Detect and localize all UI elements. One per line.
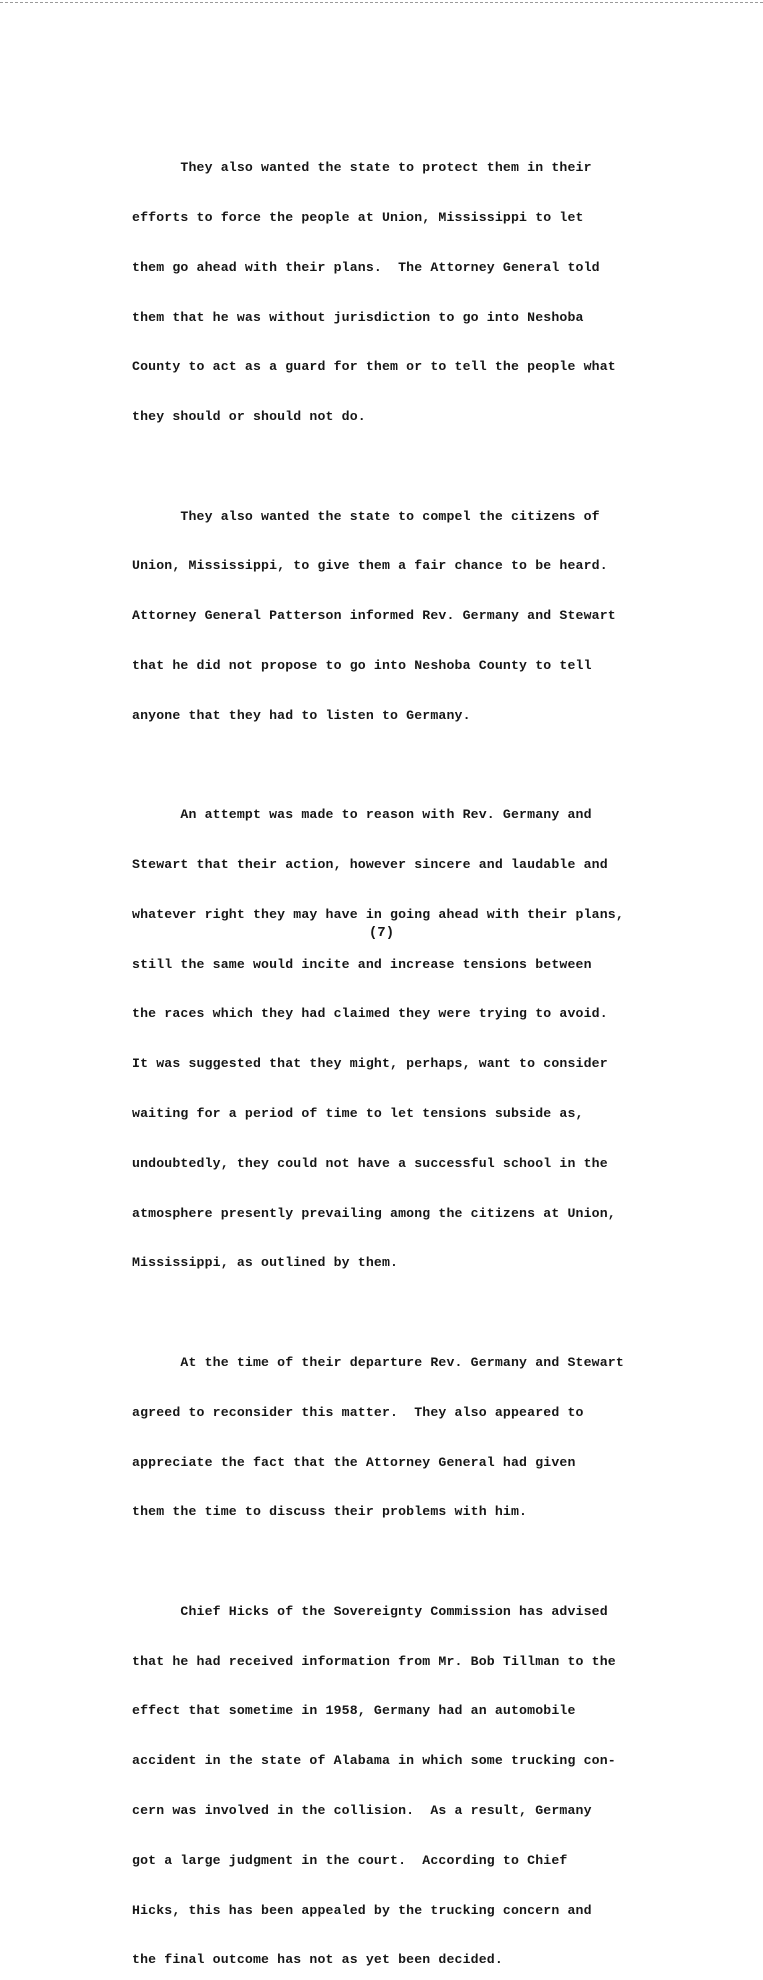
- text-line: They also wanted the state to protect them in their: [132, 160, 592, 176]
- text-line: It was suggested that they might, perhaps, want to consider: [132, 1056, 608, 1072]
- text-line: An attempt was made to reason with Rev. Germany and: [132, 807, 592, 823]
- text-line: effect that sometime in 1958, Germany had an automobile: [132, 1703, 576, 1719]
- text-line: got a large judgment in the court. According to Chief: [132, 1852, 568, 1868]
- text-line: Hicks, this has been appealed by the trucking concern and: [132, 1902, 592, 1918]
- text-line: accident in the state of Alabama in which some trucking con-: [132, 1753, 616, 1769]
- text-line: the races which they had claimed they were trying to avoid.: [132, 1006, 608, 1022]
- text-line: atmosphere presently prevailing among the citizens at Union,: [132, 1205, 616, 1221]
- text-line: still the same would incite and increase tensions between: [132, 956, 592, 972]
- text-line: At the time of their departure Rev. Germany and Stewart: [132, 1354, 624, 1370]
- text-line: Attorney General Patterson informed Rev. Germany and Stewart: [132, 608, 616, 624]
- paragraph-3: [132, 774, 692, 1305]
- text-line: Chief Hicks of the Sovereignty Commission has advised: [132, 1603, 608, 1619]
- document-body: [132, 127, 692, 1980]
- text-line: that he had received information from Mr. Bob Tillman to the: [132, 1653, 616, 1669]
- text-line: appreciate the fact that the Attorney General had given: [132, 1454, 576, 1470]
- text-line: They also wanted the state to compel the citizens of: [132, 508, 600, 524]
- paragraph-4: [132, 1322, 692, 1554]
- text-line: waiting for a period of time to let tensions subside as,: [132, 1106, 584, 1122]
- text-line: Stewart that their action, however sincere and laudable and: [132, 857, 608, 873]
- text-line: cern was involved in the collision. As a result, Germany: [132, 1802, 592, 1818]
- page-top-border: [0, 2, 763, 3]
- paragraph-5: [132, 1571, 692, 1980]
- text-line: that he did not propose to go into Neshoba County to tell: [132, 658, 592, 673]
- text-line: undoubtedly, they could not have a successful school in the: [132, 1155, 608, 1171]
- text-line: whatever right they may have in going ahead with their plans,: [132, 906, 624, 922]
- text-line: them go ahead with their plans. The Attorney General told: [132, 259, 600, 275]
- text-line: them that he was without jurisdiction to go into Neshoba: [132, 309, 584, 325]
- paragraph-1: [132, 127, 692, 459]
- text-line: efforts to force the people at Union, Mississippi to let: [132, 209, 584, 225]
- text-line: them the time to discuss their problems with him.: [132, 1504, 528, 1520]
- text-line: they should or should not do.: [132, 409, 366, 425]
- text-line: Union, Mississippi, to give them a fair chance to be heard.: [132, 558, 608, 574]
- text-line: agreed to reconsider this matter. They also appeared to: [132, 1404, 584, 1420]
- page-number: (7): [368, 925, 395, 941]
- text-line: anyone that they had to listen to Germany.: [132, 707, 471, 723]
- text-line: Mississippi, as outlined by them.: [132, 1255, 399, 1271]
- text-line: County to act as a guard for them or to tell the people what: [132, 359, 616, 375]
- text-line: the final outcome has not as yet been decided.: [132, 1952, 503, 1968]
- paragraph-2: [132, 475, 692, 757]
